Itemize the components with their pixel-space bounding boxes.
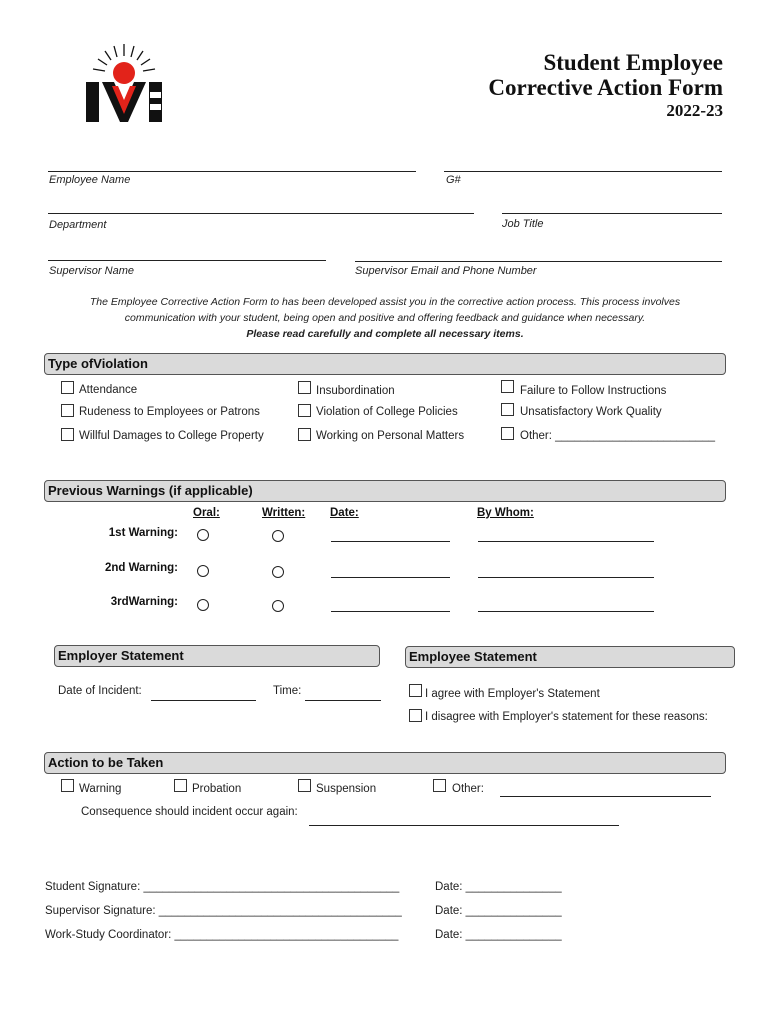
date-of-incident-label: Date of Incident: (58, 685, 142, 697)
consequence-line[interactable] (309, 825, 619, 826)
supervisor-signature-date[interactable]: Date: _______________ (435, 905, 562, 917)
coordinator-signature-line[interactable]: Work-Study Coordinator: ___________________________________ (45, 929, 399, 941)
intro-line1: The Employee Corrective Action Form to has been developed assist you in the corrective action process. This process involves (89, 296, 681, 308)
third-warning-oral-radio[interactable] (197, 599, 209, 611)
action-other-line[interactable] (500, 796, 711, 797)
probation-label: Probation (192, 783, 242, 795)
supervisor-contact-label: Supervisor Email and Phone Number (355, 265, 537, 277)
third-warning-label: 3rdWarning: (110, 596, 178, 608)
supervisor-name-label: Supervisor Name (49, 265, 134, 277)
second-warning-date-line[interactable] (331, 577, 450, 578)
attendance-label: Attendance (79, 384, 138, 396)
first-warning-oral-radio[interactable] (197, 529, 209, 541)
rudeness-label: Rudeness to Employees or Patrons (79, 406, 260, 418)
college-logo-icon (84, 42, 164, 124)
second-warning-label: 2nd Warning: (104, 562, 178, 574)
by-whom-column-header: By Whom: (477, 507, 534, 519)
second-warning-written-radio[interactable] (272, 566, 284, 578)
willful-damages-checkbox[interactable] (61, 428, 74, 441)
second-warning-by-whom-line[interactable] (478, 577, 654, 578)
unsatisfactory-work-label: Unsatisfactory Work Quality (520, 406, 662, 418)
form-title-line1: Student Employee (543, 50, 723, 75)
employer-statement-header: Employer Statement (54, 645, 380, 667)
action-other-label: Other: (452, 783, 484, 795)
college-policies-checkbox[interactable] (298, 404, 311, 417)
violation-section-header: Type ofViolation (44, 353, 726, 375)
supervisor-contact-line[interactable] (355, 261, 722, 262)
g-number-label: G# (446, 174, 461, 186)
supervisor-name-line[interactable] (48, 260, 326, 261)
employee-name-line[interactable] (48, 171, 416, 172)
employee-statement-header: Employee Statement (405, 646, 735, 668)
first-warning-written-radio[interactable] (272, 530, 284, 542)
time-line[interactable] (305, 700, 381, 701)
time-label: Time: (273, 685, 302, 697)
probation-checkbox[interactable] (174, 779, 187, 792)
student-signature-line[interactable]: Student Signature: ________________________________________ (45, 881, 400, 893)
oral-column-header: Oral: (193, 507, 220, 519)
student-signature-date[interactable]: Date: _______________ (435, 881, 562, 893)
failure-to-follow-checkbox[interactable] (501, 380, 514, 393)
suspension-label: Suspension (316, 783, 377, 795)
second-warning-oral-radio[interactable] (197, 565, 209, 577)
employee-name-label: Employee Name (49, 174, 131, 186)
third-warning-date-line[interactable] (331, 611, 450, 612)
date-of-incident-line[interactable] (151, 700, 256, 701)
action-other-checkbox[interactable] (433, 779, 446, 792)
warning-action-label: Warning (79, 783, 122, 795)
violation-other-label: Other: _________________________ (520, 430, 716, 442)
failure-to-follow-label: Failure to Follow Instructions (520, 385, 667, 397)
insubordination-label: Insubordination (316, 385, 395, 397)
college-policies-label: Violation of College Policies (316, 406, 458, 418)
supervisor-signature-line[interactable]: Supervisor Signature: ______________________________________ (45, 905, 402, 917)
willful-damages-label: Willful Damages to College Property (79, 430, 264, 442)
department-label: Department (49, 219, 107, 231)
consequence-label: Consequence should incident occur again: (81, 806, 298, 818)
intro-instruction: Please read carefully and complete all necessary items. (246, 328, 524, 340)
first-warning-date-line[interactable] (331, 541, 450, 542)
warning-action-checkbox[interactable] (61, 779, 74, 792)
date-column-header: Date: (330, 507, 359, 519)
action-section-header: Action to be Taken (44, 752, 726, 774)
first-warning-by-whom-line[interactable] (478, 541, 654, 542)
disagree-label: I disagree with Employer's statement for these reasons: (425, 711, 708, 723)
unsatisfactory-work-checkbox[interactable] (501, 403, 514, 416)
job-title-label: Job Title (502, 218, 544, 230)
violation-other-checkbox[interactable] (501, 427, 514, 440)
intro-line2: communication with your student, being open and positive and offering feedback and guidance when necessary. (124, 312, 646, 324)
agree-label: I agree with Employer's Statement (425, 688, 600, 700)
agree-checkbox[interactable] (409, 684, 422, 697)
written-column-header: Written: (262, 507, 306, 519)
third-warning-by-whom-line[interactable] (478, 611, 654, 612)
coordinator-signature-date[interactable]: Date: _______________ (435, 929, 562, 941)
rudeness-checkbox[interactable] (61, 404, 74, 417)
warnings-section-header: Previous Warnings (if applicable) (44, 480, 726, 502)
third-warning-written-radio[interactable] (272, 600, 284, 612)
department-line[interactable] (48, 213, 474, 214)
personal-matters-label: Working on Personal Matters (316, 430, 465, 442)
attendance-checkbox[interactable] (61, 381, 74, 394)
job-title-line[interactable] (502, 213, 722, 214)
form-title-line2: Corrective Action Form (488, 75, 723, 100)
suspension-checkbox[interactable] (298, 779, 311, 792)
first-warning-label: 1st Warning: (108, 527, 178, 539)
personal-matters-checkbox[interactable] (298, 428, 311, 441)
g-number-line[interactable] (444, 171, 722, 172)
insubordination-checkbox[interactable] (298, 381, 311, 394)
disagree-checkbox[interactable] (409, 709, 422, 722)
form-year: 2022-23 (666, 101, 723, 120)
